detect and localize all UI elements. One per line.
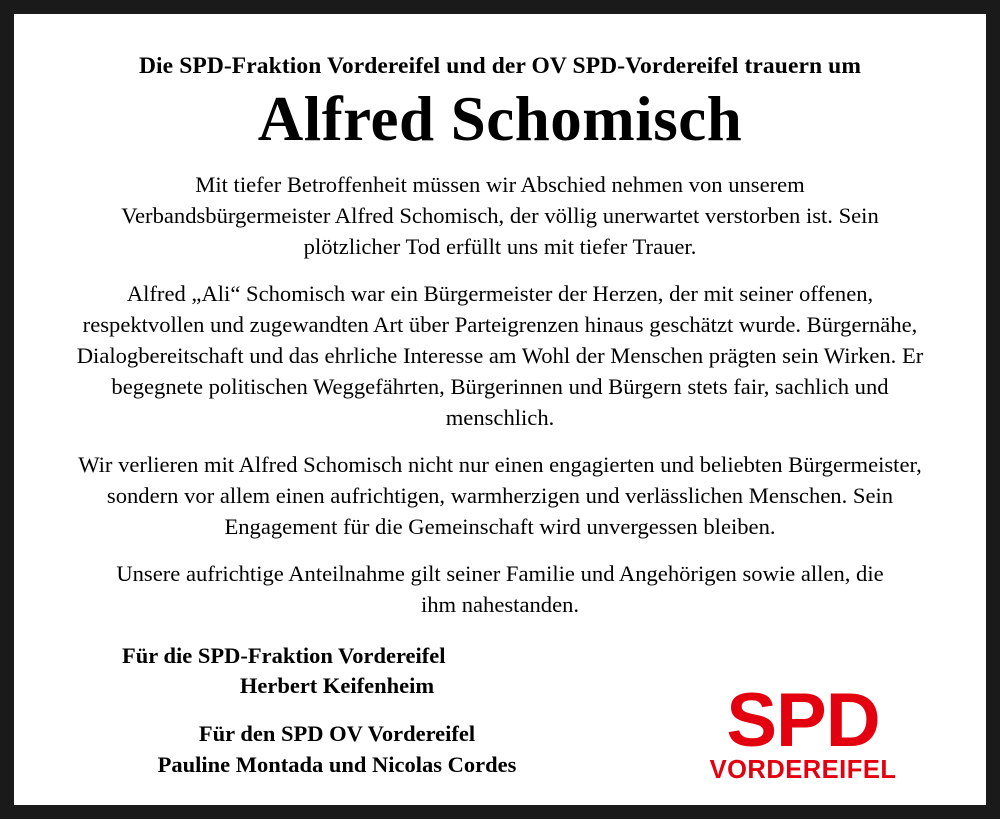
deceased-name: Alfred Schomisch (257, 84, 743, 155)
signoff-names-ov: Pauline Montada und Nicolas Cordes (157, 751, 517, 777)
signoff-names-fraktion: Herbert Keifenheim (239, 673, 435, 699)
obituary-paragraph-1: Mit tiefer Betroffenheit müssen wir Abschied nehmen von unserem Verbandsbürgermeister Alfred Schomisch, der völlig unerwartet verstorben ist. Sein plötzlicher Tod erfüllt uns mit tiefer Trauer. (121, 172, 879, 260)
obituary-paragraph-2: Alfred „Ali“ Schomisch war ein Bürgermeister der Herzen, der mit seiner offenen, respektvollen und zugewandten Art über Parteigrenzen hinaus geschätzt wurde. Bürgernähe, Dialogbereitschaft und das ehrliche Interesse am Wohl der Menschen prägten sein Wirken. Er begegnete politischen Weggefährten, Bürgerinnen und Bürgern stets fair, sachlich und menschlich. (76, 281, 924, 430)
spd-logo-subtitle: VORDEREIFEL (709, 755, 897, 784)
spd-logo-mark: SPD (726, 677, 880, 763)
signoff-heading-ov: Für den SPD OV Vordereifel (198, 721, 476, 747)
signoff-heading-fraktion: Für die SPD-Fraktion Vordereifel (122, 642, 446, 668)
obituary-headline: Die SPD-Fraktion Vordereifel und der OV SPD-Vordereifel trauern um (138, 53, 861, 79)
spd-logo (698, 677, 908, 784)
obituary-paragraph-3: Wir verlieren mit Alfred Schomisch nicht nur einen engagierten und beliebten Bürgermeister, sondern vor allem einen aufrichtigen, warmherzigen und verlässlichen Menschen. Sein Engagement für die Gemeinschaft wird unvergessen bleiben. (78, 451, 922, 539)
obituary-paragraph-4: Unsere aufrichtige Anteilnahme gilt seiner Familie und Angehörigen sowie allen, die ihm nahestanden. (116, 560, 884, 617)
